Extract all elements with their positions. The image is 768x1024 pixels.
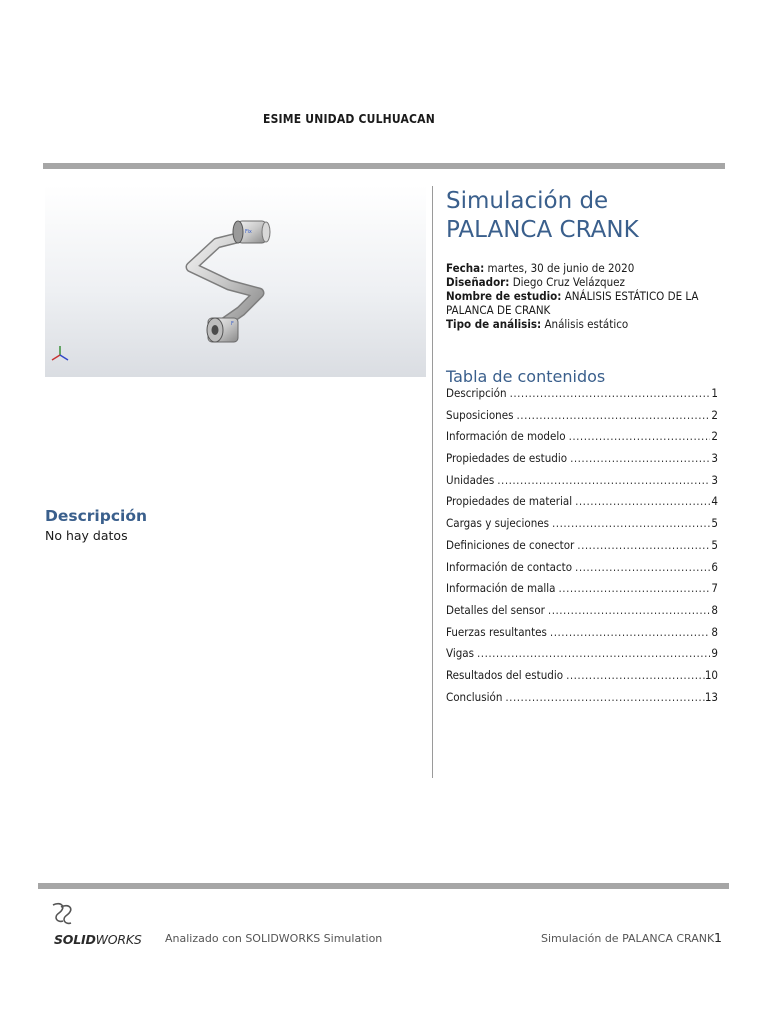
footer-page-number: 1 — [714, 930, 722, 945]
description-heading: Descripción — [45, 507, 148, 525]
meta-date — [446, 261, 726, 275]
toc-item-informacion-modelo[interactable]: Información de modelo ..... 2 — [446, 429, 718, 451]
meta-designer — [446, 275, 726, 289]
footer-document-title: Simulación de PALANCA CRANK — [541, 932, 715, 945]
meta-designer-label: Diseñador: — [446, 275, 510, 289]
toc-item-descripcion[interactable]: Descripción ..... 1 — [446, 386, 718, 408]
organization-header: ESIME UNIDAD CULHUACAN — [263, 112, 435, 126]
toc-item-cargas-sujeciones[interactable]: Cargas y sujeciones ..... 5 — [446, 516, 718, 538]
meta-date-label: Fecha: — [446, 261, 485, 275]
study-metadata — [446, 261, 726, 331]
solidworks-wordmark: SOLIDWORKS — [54, 932, 142, 947]
toc-heading: Tabla de contenidos — [446, 367, 606, 386]
svg-text:F: F — [231, 321, 234, 327]
toc-item-definiciones-conector[interactable]: Definiciones de conector ..... 5 — [446, 538, 718, 560]
title-line-1: Simulación de — [446, 188, 609, 214]
model-render-image — [45, 185, 426, 377]
meta-study-label: Nombre de estudio: — [446, 289, 562, 303]
toc-item-resultados-estudio[interactable]: Resultados del estudio ..... 10 — [446, 668, 718, 690]
meta-analysis-type — [446, 317, 726, 331]
svg-text:Fix: Fix — [245, 229, 252, 235]
meta-date-value: martes, 30 de junio de 2020 — [487, 261, 635, 275]
table-of-contents — [446, 386, 718, 711]
toc-item-propiedades-material[interactable]: Propiedades de material ..... 4 — [446, 494, 718, 516]
toc-item-vigas[interactable]: Vigas ..... 9 — [446, 646, 718, 668]
meta-analysis-value: Análisis estático — [544, 317, 629, 331]
meta-study-name — [446, 289, 726, 317]
toc-item-detalles-sensor[interactable]: Detalles del sensor ..... 8 — [446, 603, 718, 625]
meta-analysis-label: Tipo de análisis: — [446, 317, 542, 331]
title-line-2: PALANCA CRANK — [446, 217, 639, 243]
toc-item-informacion-malla[interactable]: Información de malla ..... 7 — [446, 581, 718, 603]
meta-designer-value: Diego Cruz Velázquez — [512, 275, 625, 289]
toc-item-suposiciones[interactable]: Suposiciones ..... 2 — [446, 408, 718, 430]
toc-item-informacion-contacto[interactable]: Información de contacto ..... 6 — [446, 560, 718, 582]
toc-item-unidades[interactable]: Unidades ..... 3 — [446, 473, 718, 495]
toc-item-fuerzas-resultantes[interactable]: Fuerzas resultantes ..... 8 — [446, 625, 718, 647]
footer-analyzed-with: Analizado con SOLIDWORKS Simulation — [165, 932, 383, 945]
toc-item-conclusion[interactable]: Conclusión ..... 13 — [446, 690, 718, 712]
bottom-divider — [38, 883, 729, 889]
page-title — [446, 187, 639, 245]
description-body: No hay datos — [45, 528, 128, 543]
toc-item-propiedades-estudio[interactable]: Propiedades de estudio ..... 3 — [446, 451, 718, 473]
top-divider — [43, 163, 725, 169]
column-divider — [432, 186, 433, 778]
meta-study-value: ANÁLISIS ESTÁTICO DE LA PALANCA DE CRANK — [446, 289, 699, 317]
